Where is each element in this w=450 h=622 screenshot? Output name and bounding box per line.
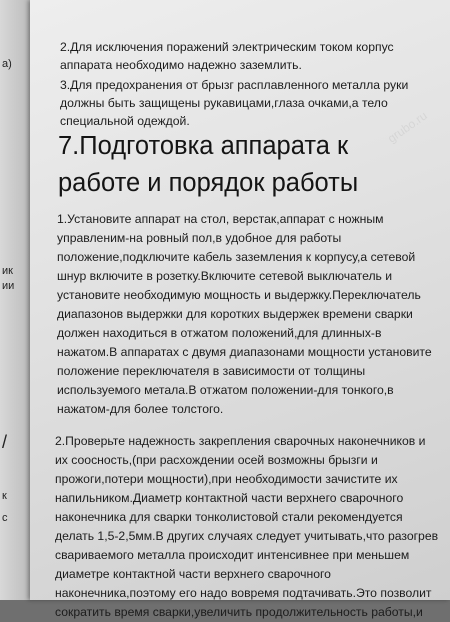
para1-line: должен находиться в отжатом положений,для длинных-в [57, 326, 382, 340]
para1-line: установите необходимую мощность и выдержку.Переключатель [57, 288, 421, 302]
para2-line: сократить время сварки,увеличить продолжительность работы,и [55, 605, 423, 619]
item2-line: аппарата необходимо надежно заземлить. [60, 58, 302, 72]
watermark: grubo.ru [385, 108, 430, 146]
para1-line: управленим-на ровный пол,в удобное для работы [57, 231, 342, 245]
item2-line: 2.Для исключения поражений электрическим током корпус [60, 40, 394, 54]
item3-line: 3.Для предохранения от брызг расплавленного металла руки [60, 78, 409, 92]
section-heading [58, 128, 418, 202]
left-page-fragment: а) [2, 58, 12, 70]
para1-line: диапазонов выдержки для коротких выдержек времени сварки [57, 307, 413, 321]
para2-line: прожоги,потери мощности),при необходимости зачистите их [55, 472, 398, 486]
left-page-fragment: ии [2, 280, 15, 292]
left-page-edge [0, 0, 30, 600]
heading-line: работе и порядок работы [58, 169, 359, 197]
para1-line: нажатом.В аппаратах с двумя диапазонами мощности установите [57, 345, 432, 359]
document-page [30, 0, 450, 619]
para1-line: нажатом-для более толстого. [57, 402, 224, 416]
left-page-fragment: ик [2, 265, 13, 277]
para1-line: используемого метала.В отжатом положении-для тонкого,в [57, 383, 394, 397]
para2-line: наконечника,поэтому его надо вовремя подтачивать.Это позволит [55, 586, 432, 600]
para2-line: их соосность,(при расхождении осей возможны брызги и [55, 453, 378, 467]
left-page-fragment: к [2, 490, 7, 502]
para1-line: положение,подключите кабель заземления к корпусу,а сетевой [57, 250, 416, 264]
para1-line: 1.Установите аппарат на стол, верстак,аппарат с ножным [57, 212, 384, 226]
para2-line: диаметре контактной части верхнего сварочного [55, 567, 331, 581]
left-page-fragment: с [2, 512, 8, 524]
para2-line: наконечника для сварки тонколистовой стали рекомендуется [55, 510, 403, 524]
para2-line: делать 1,5-2,5мм.В других случаях следует учитывать,что разогрев [55, 529, 439, 543]
left-page-fragment: / [2, 432, 8, 452]
para1-line: положение переключателя в зависимости от толщины [57, 364, 366, 378]
para1-line: шнур включите в розетку.Включите сетевой выключатель и [57, 269, 393, 283]
para2-line: напильником.Диаметр контактной части верхнего сварочного [55, 491, 404, 505]
para2-line: свариваемого металла происходит интенсивнее при меньшем [55, 548, 410, 562]
item3-line: должны быть защищены рукавицами,глаза очками,а тело [60, 96, 388, 110]
item3-line: специальной одеждой. [60, 114, 190, 128]
heading-line: 7.Подготовка аппарата к [58, 132, 349, 160]
para2-line: 2.Проверьте надежность закрепления сварочных наконечников и [55, 434, 426, 448]
